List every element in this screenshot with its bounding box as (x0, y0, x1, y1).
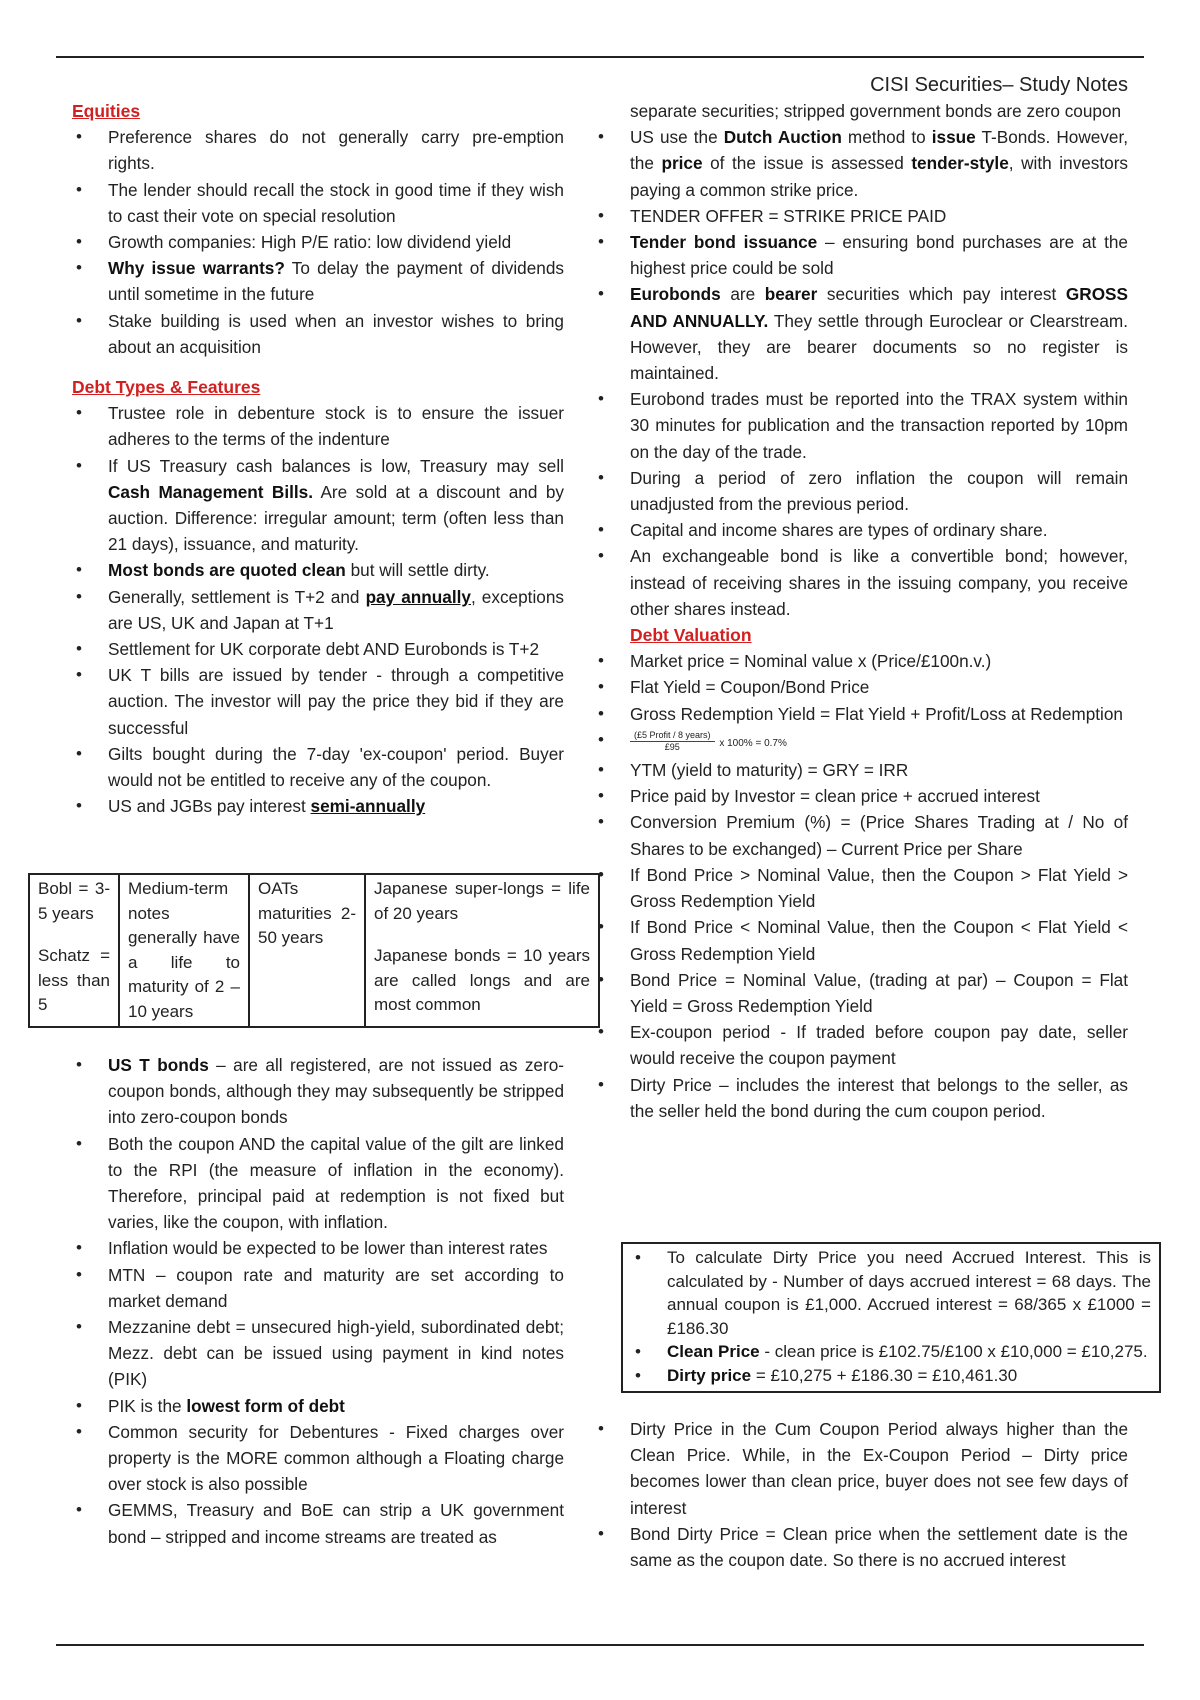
list-item: • $\frac{\text{(£5 Profit / 8 years)}}{£95}$ x 100% = 0.7% (630, 727, 1128, 757)
right-column-continued (630, 1416, 1128, 1573)
list-item: • US and JGBs pay interest semi-annually (108, 793, 564, 819)
list-item: • Why issue warrants? To delay the payment of dividends until sometime in the future (108, 255, 564, 307)
list-item: • If Bond Price > Nominal Value, then the Coupon > Flat Yield > Gross Redemption Yield (630, 862, 1128, 914)
list-item: • Price paid by Investor = clean price + accrued interest (630, 783, 1128, 809)
equities-list (72, 124, 564, 360)
list-item: • UK T bills are issued by tender - through a competitive auction. The investor will pay the price they bid if they are successful (108, 662, 564, 741)
list-item: • Ex-coupon period - If traded before coupon pay date, seller would receive the coupon payment (630, 1019, 1128, 1071)
list-item: • US T bonds – are all registered, are not issued as zero-coupon bonds, although they may subsequently be stripped into zero-coupon bonds (108, 1052, 564, 1131)
right-list (594, 124, 1128, 622)
list-item: • Inflation would be expected to be lower than interest rates (108, 1235, 564, 1261)
table-row (29, 874, 599, 1027)
debt-list (72, 400, 564, 819)
table-cell: OATs maturities 2-50 years (249, 874, 365, 1027)
box-list (631, 1246, 1151, 1387)
gry-fraction: • $\frac{\text{(£5 Profit / 8 years)}}{£95}$ (630, 730, 715, 753)
page-header: CISI Securities– Study Notes (870, 74, 1128, 96)
list-item: • Preference shares do not generally carry pre-emption rights. (108, 124, 564, 176)
list-item: • If Bond Price < Nominal Value, then the Coupon < Flat Yield < Gross Redemption Yield (630, 914, 1128, 966)
list-item: • Gross Redemption Yield = Flat Yield + Profit/Loss at Redemption (630, 701, 1128, 727)
top-rule (56, 56, 1144, 58)
list-item: • TENDER OFFER = STRIKE PRICE PAID (630, 203, 1128, 229)
section-title-debt-types: Debt Types & Features (72, 377, 261, 398)
debt-list-continued (72, 1052, 564, 1550)
list-item: • Dirty Price – includes the interest that belongs to the seller, as the seller held the bond during the cum coupon period. (630, 1072, 1128, 1124)
list-item: • Settlement for UK corporate debt AND Eurobonds is T+2 (108, 636, 564, 662)
list-item: • US use the Dutch Auction method to issue T-Bonds. However, the price of the issue is assessed tender-style, with investors paying a common strike price. (630, 124, 1128, 203)
table-cell: Bobl = 3-5 years Schatz = less than 5 (29, 874, 119, 1027)
list-item: • The lender should recall the stock in good time if they wish to cast their vote on special resolution (108, 177, 564, 229)
left-column-continued (72, 1052, 564, 1550)
section-title-debt-valuation: Debt Valuation (630, 625, 752, 646)
table-cell: Medium-term notes generally have a life to maturity of 2 – 10 years (119, 874, 249, 1027)
list-item: • Eurobond trades must be reported into the TRAX system within 30 minutes for publication and the transaction reported by 10pm on the day of the trade. (630, 386, 1128, 465)
list-item: • Mezzanine debt = unsecured high-yield, subordinated debt; Mezz. debt can be issued using payment in kind notes (PIK) (108, 1314, 564, 1393)
after-list (594, 1416, 1128, 1573)
list-item: • Common security for Debentures - Fixed charges over property is the MORE common although a Floating charge over stock is also possible (108, 1419, 564, 1498)
list-item: • Conversion Premium (%) = (Price Shares Trading at / No of Shares to be exchanged) – Current Price per Share (630, 809, 1128, 861)
list-item: • GEMMS, Treasury and BoE can strip a UK government bond – stripped and income streams are treated as (108, 1497, 564, 1549)
dirty-price-example-box (621, 1242, 1161, 1393)
list-item: • If US Treasury cash balances is low, Treasury may sell Cash Management Bills. Are sold at a discount and by auction. Difference: irregular amount; term (often less than 21 days), issuance, and maturity. (108, 453, 564, 558)
section-title-equities: Equities (72, 101, 141, 121)
list-item: • Tender bond issuance – ensuring bond purchases are at the highest price could be sold (630, 229, 1128, 281)
table-cell: Japanese super-longs = life of 20 years Japanese bonds = 10 years are called longs and are most common (365, 874, 599, 1027)
bond-maturity-table (28, 873, 600, 1028)
list-item: • Flat Yield = Coupon/Bond Price (630, 674, 1128, 700)
bottom-rule (56, 1644, 1144, 1646)
list-item: • Dirty price = £10,275 + £186.30 = £10,461.30 (667, 1364, 1151, 1388)
list-item: • Both the coupon AND the capital value of the gilt are linked to the RPI (the measure of inflation in the economy). Therefore, principal paid at redemption is not fixed but varies, like the coupon, with inflation. (108, 1131, 564, 1236)
list-item: • Dirty Price in the Cum Coupon Period always higher than the Clean Price. While, in the Ex-Coupon Period – Dirty price becomes lower than clean price, buyer does not see few days of interest (630, 1416, 1128, 1521)
list-item: • Eurobonds are bearer securities which pay interest GROSS AND ANNUALLY. They settle through Euroclear or Clearstream. However, they are bearer documents so no register is maintained. (630, 281, 1128, 386)
strip-continuation: separate securities; stripped government bonds are zero coupon (630, 101, 1122, 121)
list-item: • Generally, settlement is T+2 and pay annually, exceptions are US, UK and Japan at T+1 (108, 584, 564, 636)
list-item: • Most bonds are quoted clean but will settle dirty. (108, 557, 564, 583)
list-item: • Bond Price = Nominal Value, (trading at par) – Coupon = Flat Yield = Gross Redemption Yield (630, 967, 1128, 1019)
list-item: • During a period of zero inflation the coupon will remain unadjusted from the previous period. (630, 465, 1128, 517)
list-item: • Clean Price - clean price is £102.75/£100 x £10,000 = £10,275. (667, 1340, 1151, 1364)
list-item: • An exchangeable bond is like a convertible bond; however, instead of receiving shares in the issuing company, you receive other shares instead. (630, 543, 1128, 622)
list-item: • Growth companies: High P/E ratio: low dividend yield (108, 229, 564, 255)
list-item: • MTN – coupon rate and maturity are set according to market demand (108, 1262, 564, 1314)
left-column (72, 98, 564, 819)
list-item: • PIK is the lowest form of debt (108, 1393, 564, 1419)
right-column (630, 98, 1128, 1124)
list-item: • Gilts bought during the 7-day 'ex-coupon' period. Buyer would not be entitled to receive any of the coupon. (108, 741, 564, 793)
list-item: • Bond Dirty Price = Clean price when the settlement date is the same as the coupon date. So there is no accrued interest (630, 1521, 1128, 1573)
list-item: • To calculate Dirty Price you need Accrued Interest. This is calculated by - Number of days accrued interest = 68 days. The annual coupon is £1,000. Accrued interest = 68/365 x £1000 = £186.30 (667, 1246, 1151, 1340)
list-item: • Capital and income shares are types of ordinary share. (630, 517, 1128, 543)
valuation-list (594, 648, 1128, 1124)
list-item: • Stake building is used when an investor wishes to bring about an acquisition (108, 308, 564, 360)
list-item: • YTM (yield to maturity) = GRY = IRR (630, 757, 1128, 783)
list-item: • Trustee role in debenture stock is to ensure the issuer adheres to the terms of the indenture (108, 400, 564, 452)
list-item: • Market price = Nominal value x (Price/£100n.v.) (630, 648, 1128, 674)
